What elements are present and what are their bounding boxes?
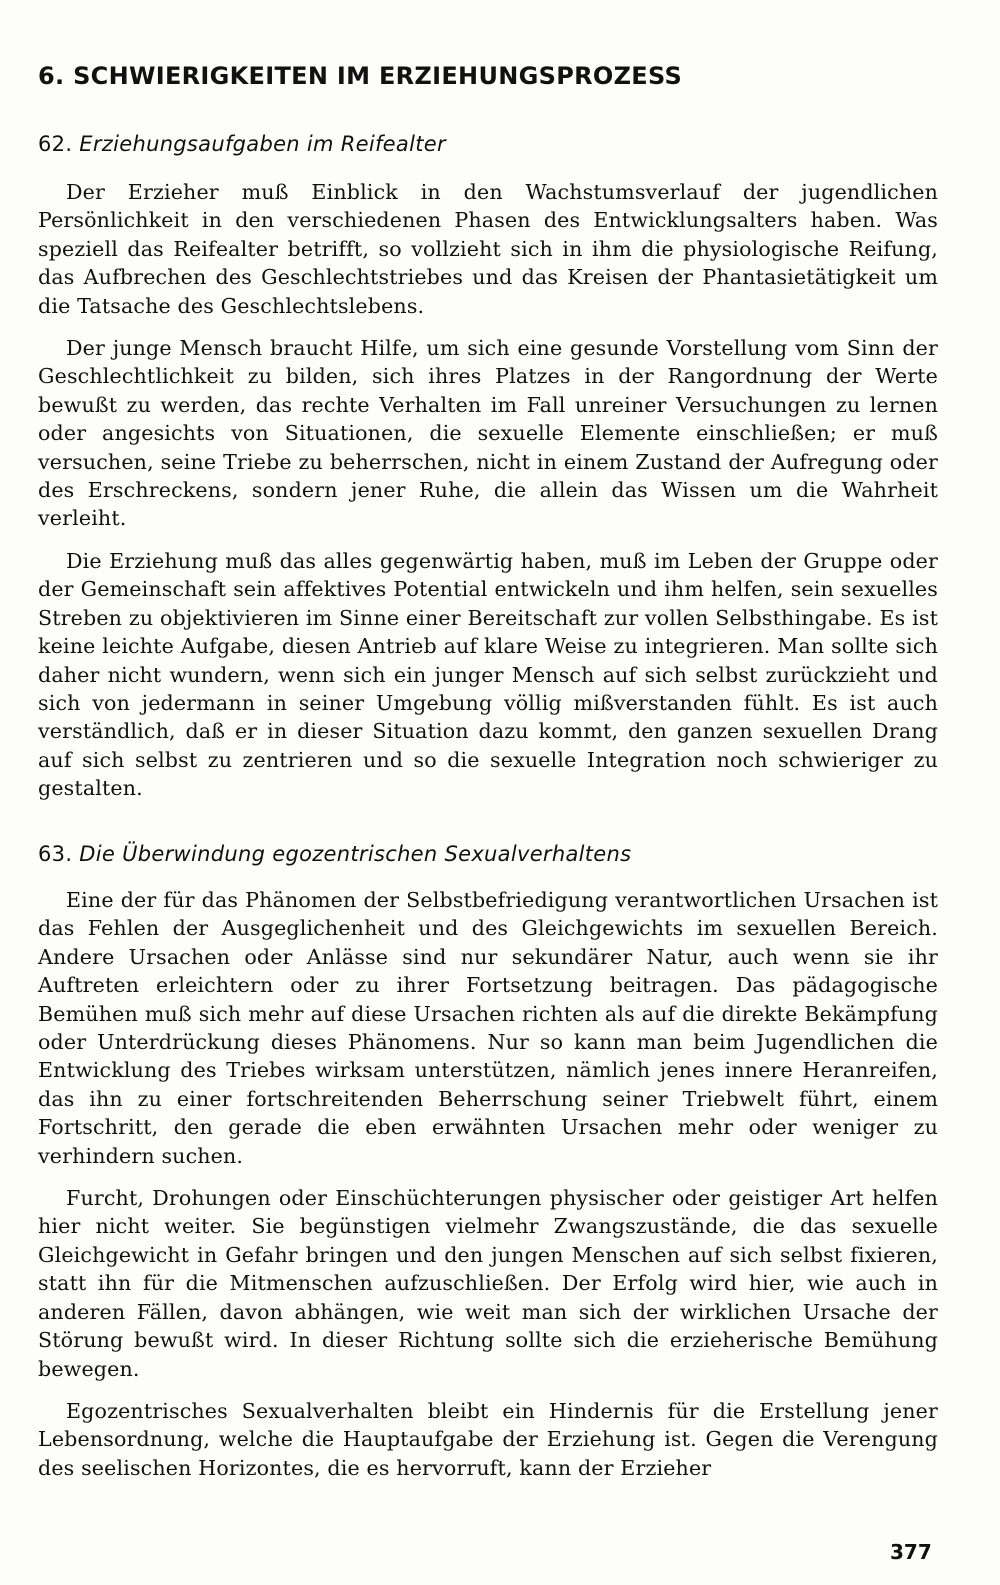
paragraph: Eine der für das Phänomen der Selbstbefriedigung verantwortlichen Ursachen ist das Fehlen der Ausgeglichenheit und des Gleichgewichts im sexuellen Bereich. Andere Ursachen oder Anlässe sind nur sekundärer Natur, auch wenn sie ihr Auftreten erleichtern oder zu ihrer Fortsetzung beitragen. Das pädagogische Bemühen muß sich mehr auf diese Ursachen richten als auf die direkte Bekämpfung oder Unterdrückung dieses Phänomens. Nur so kann man beim Jugendlichen die Entwicklung des Triebes wirksam unterstützen, nämlich jenes innere Heranreifen, das ihn zu einer fortschreitenden Beherrschung seiner Triebwelt führt, einem Fortschritt, den gerade die eben erwähnten Ursachen mehr oder weniger zu verhindern suchen. <box>38 888 938 1168</box>
paragraph: Egozentrisches Sexualverhalten bleibt ein Hindernis für die Erstellung jener Lebensordnung, welche die Hauptaufgabe der Erziehung ist. Gegen die Verengung des seelischen Horizontes, die es hervorruft, kann der Erzieher <box>38 1398 938 1480</box>
paragraph: Der junge Mensch braucht Hilfe, um sich eine gesunde Vorstellung vom Sinn der Geschlechtlichkeit zu bilden, sich ihres Platzes in der Rangordnung der Werte bewußt zu werden, das rechte Verhalten im Fall unreiner Versuchungen zu lernen oder angesichts von Situationen, die sexuelle Elemente einschließen; er muß versuchen, seine Triebe zu beherrschen, nicht in einem Zustand der Aufregung oder des Erschreckens, sondern jener Ruhe, die allein das Wissen um die Wahrheit verleiht. <box>38 336 938 531</box>
page-number: 377 <box>890 1540 932 1564</box>
paragraph: Der Erzieher muß Einblick in den Wachstumsverlauf der jugendlichen Persönlichkeit in den verschiedenen Phasen des Entwicklungsalters haben. Was speziell das Reifealter betrifft, so vollzieht sich in ihm die physiologische Reifung, das Aufbrechen des Geschlechtstriebes und das Kreisen der Phantasietätigkeit um die Tatsache des Geschlechtslebens. <box>38 180 938 318</box>
section-heading-63 <box>38 842 938 866</box>
section-number: 63. <box>38 842 73 866</box>
section-title: Erziehungsaufgaben im Reifealter <box>79 132 446 156</box>
section-title: Die Überwindung egozentrischen Sexualverhaltens <box>79 842 632 866</box>
section-heading-62 <box>38 132 938 156</box>
paragraph: Furcht, Drohungen oder Einschüchterungen physischer oder geistiger Art helfen hier nicht weiter. Sie begünstigen vielmehr Zwangszustände, die das sexuelle Gleichgewicht in Gefahr bringen und den jungen Menschen auf sich selbst fixieren, statt ihn für die Mitmenschen aufzuschließen. Der Erfolg wird hier, wie auch in anderen Fällen, davon abhängen, wie weit man sich der wirklichen Ursache der Störung bewußt wird. In dieser Richtung sollte sich die erzieherische Bemühung bewegen. <box>38 1186 938 1381</box>
chapter-heading: 6. SCHWIERIGKEITEN IM ERZIEHUNGSPROZESS <box>38 62 683 90</box>
section-62-body <box>38 178 938 817</box>
paragraph: Die Erziehung muß das alles gegenwärtig haben, muß im Leben der Gruppe oder der Gemeinschaft sein affektives Potential entwickeln und ihm helfen, sein sexuelles Streben zu objektivieren im Sinne einer Bereitschaft zur vollen Selbsthingabe. Es ist keine leichte Aufgabe, diesen Antrieb auf klare Weise zu integrieren. Man sollte sich daher nicht wundern, wenn sich ein junger Mensch auf sich selbst zurückzieht und sich von jedermann in seiner Umgebung völlig mißverstanden fühlt. Es ist auch verständlich, daß er in dieser Situation dazu kommt, den ganzen sexuellen Drang auf sich selbst zu zentrieren und so die sexuelle Integration noch schwieriger zu gestalten. <box>38 548 938 801</box>
section-number: 62. <box>38 132 73 156</box>
section-63-body <box>38 886 938 1496</box>
